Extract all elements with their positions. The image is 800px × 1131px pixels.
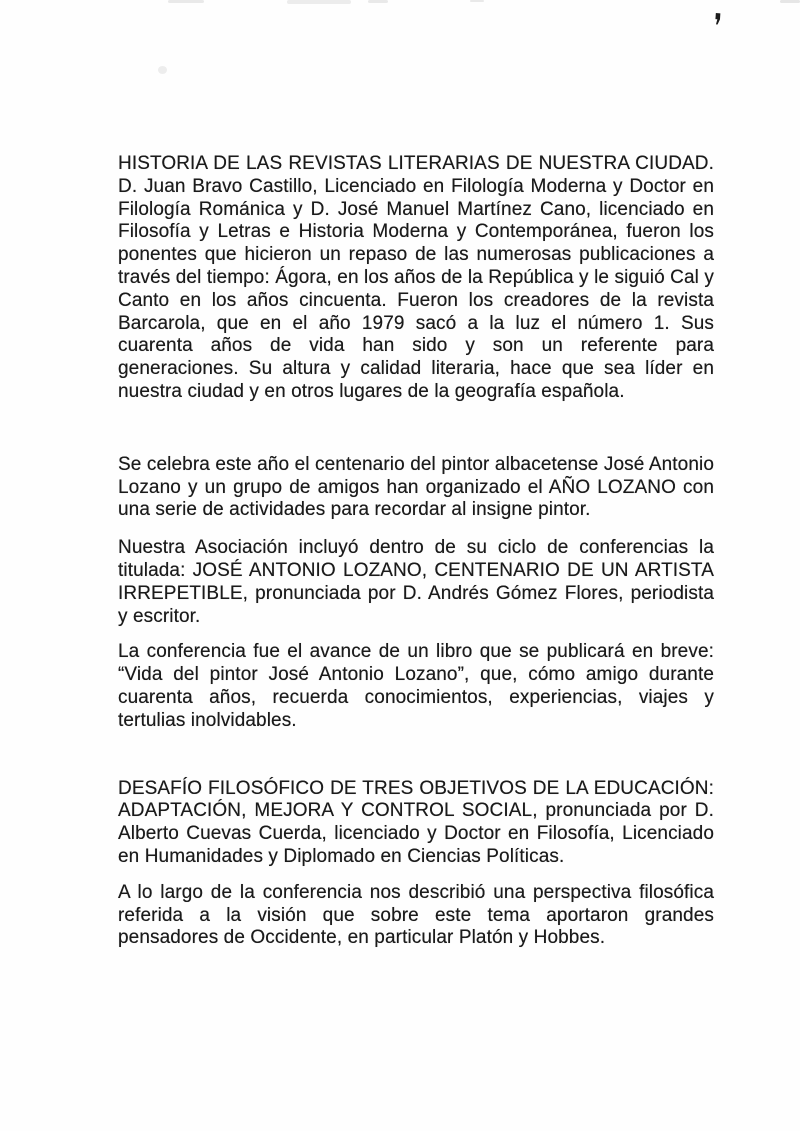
scan-artifact — [780, 0, 800, 3]
paragraph-conferencia-lozano: Nuestra Asociación incluyó dentro de su ciclo de conferencias la titulada: JOSÉ ANTONIO LOZANO, CENTENARIO DE UN ARTISTA IRREPETIBLE, pronunciada por D. Andrés Gómez Flores, periodista y escritor. — [118, 537, 714, 627]
scan-artifact — [368, 0, 388, 3]
scan-artifact — [287, 0, 351, 4]
paragraph-historia-revistas: HISTORIA DE LAS REVISTAS LITERARIAS DE NUESTRA CIUDAD. D. Juan Bravo Castillo, Licenciado en Filología Moderna y Doctor en Filología Románica y D. José Manuel Martínez Cano, licenciado en Filosofía y Letras e Historia Moderna y Contemporánea, fueron los ponentes que hicieron un repaso de las numerosas publicaciones a través del tiempo: Ágora, en los años de la República y le siguió Cal y Canto en los años cincuenta. Fueron los creadores de la revista Barcarola, que en el año 1979 sacó a la luz el número 1. Sus cuarenta años de vida han sido y son un referente para generaciones. Su altura y calidad literaria, hace que sea líder en nuestra ciudad y en otros lugares de la geografía española. — [118, 153, 714, 402]
scan-artifact — [168, 0, 204, 3]
paragraph-centenario-lozano: Se celebra este año el centenario del pintor albacetense José Antonio Lozano y un grupo de amigos han organizado el AÑO LOZANO con una serie de actividades para recordar al insigne pintor. — [118, 453, 714, 521]
paragraph-perspectiva-filosofica: A lo largo de la conferencia nos describió una perspectiva filosófica referida a la visión que sobre este tema aportaron grandes pensadores de Occidente, en particular Platón y Hobbes. — [118, 881, 714, 949]
document-text — [118, 153, 714, 950]
corner-mark: ❜ — [711, 6, 723, 48]
scan-artifact — [470, 0, 484, 2]
paragraph-desafio-filosofico: DESAFÍO FILOSÓFICO DE TRES OBJETIVOS DE LA EDUCACIÓN: ADAPTACIÓN, MEJORA Y CONTROL SOCIAL, pronunciada por D. Alberto Cuevas Cuerda, licenciado y Doctor en Filosofía, Licenciado en Humanidades y Diplomado en Ciencias Políticas. — [118, 777, 714, 867]
scan-artifact — [158, 66, 167, 74]
paragraph-libro-lozano: La conferencia fue el avance de un libro que se publicará en breve: “Vida del pintor José Antonio Lozano”, que, cómo amigo durante cuarenta años, recuerda conocimientos, experiencias, viajes y tertulias inolvidables. — [118, 641, 714, 731]
